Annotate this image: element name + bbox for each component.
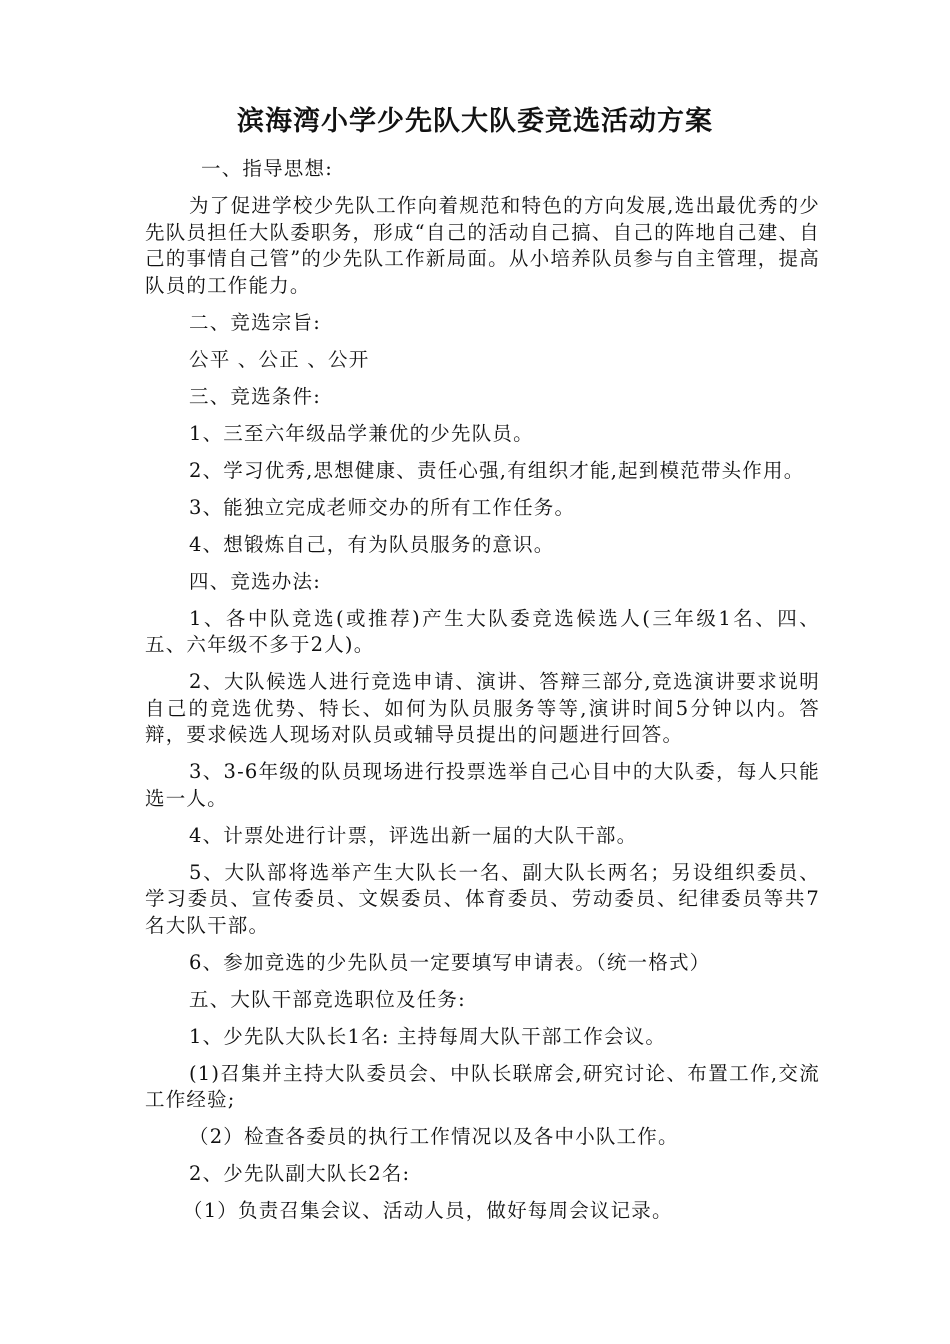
list-item: 2、学习优秀,思想健康、责任心强,有组织才能,起到模范带头作用。 [189, 458, 805, 482]
section-heading: 五、大队干部竞选职位及任务: [189, 987, 466, 1011]
sub-list-item: （2）检查各委员的执行工作情况以及各中小队工作。 [189, 1125, 679, 1148]
paragraph: 公平 、公正 、公开 [189, 347, 370, 371]
document-body [145, 156, 820, 1235]
section-heading: 一、指导思想: [201, 157, 333, 180]
list-item: 1、三至六年级品学兼优的少先队员。 [189, 421, 534, 445]
paragraph: 为了促进学校少先队工作向着规范和特色的方向发展,选出最优秀的少先队员担任大队委职务，形成“自己的活动自己搞、自己的阵地自己建、自己的事情自己管”的少先队工作新局面。从小培养队员参与自主管理，提高队员的工作能力。 [145, 194, 820, 297]
list-item: 6、参加竞选的少先队员一定要填写申请表。（统一格式） [189, 950, 711, 974]
list-item: 2、大队候选人进行竞选申请、演讲、答辩三部分,竞选演讲要求说明自己的竞选优势、特长、如何为队员服务等等,演讲时间5分钟以内。答辩，要求候选人现场对队员或辅导员提出的问题进行回答。 [145, 670, 820, 746]
list-item: 1、各中队竞选(或推荐)产生大队委竞选候选人(三年级1名、四、五、六年级不多于2人)。 [145, 606, 820, 656]
sub-list-item: (1)召集并主持大队委员会、中队长联席会,研究讨论、布置工作,交流工作经验; [145, 1061, 820, 1111]
list-item: 3、3-6年级的队员现场进行投票选举自己心目中的大队委，每人只能选一人。 [145, 760, 820, 810]
sub-list-item: （1）负责召集会议、活动人员，做好每周会议记录。 [183, 1199, 673, 1222]
list-item: 4、想锻炼自己，有为队员服务的意识。 [189, 532, 555, 556]
section-heading: 二、竞选宗旨: [189, 310, 321, 334]
page-title: 滨海湾小学少先队大队委竞选活动方案 [237, 106, 713, 137]
list-item: 5、大队部将选举产生大队长一名、副大队长两名；另设组织委员、学习委员、宣传委员、文娱委员、体育委员、劳动委员、纪律委员等共7名大队干部。 [145, 860, 820, 937]
section-heading: 四、竞选办法: [189, 569, 321, 593]
list-item: 3、能独立完成老师交办的所有工作任务。 [189, 495, 576, 519]
list-item: 2、少先队副大队长2名: [189, 1162, 411, 1185]
list-item: 4、计票处进行计票，评选出新一届的大队干部。 [189, 823, 638, 847]
section-heading: 三、竞选条件: [189, 384, 321, 408]
list-item: 1、少先队大队长1名: 主持每周大队干部工作会议。 [189, 1024, 667, 1048]
